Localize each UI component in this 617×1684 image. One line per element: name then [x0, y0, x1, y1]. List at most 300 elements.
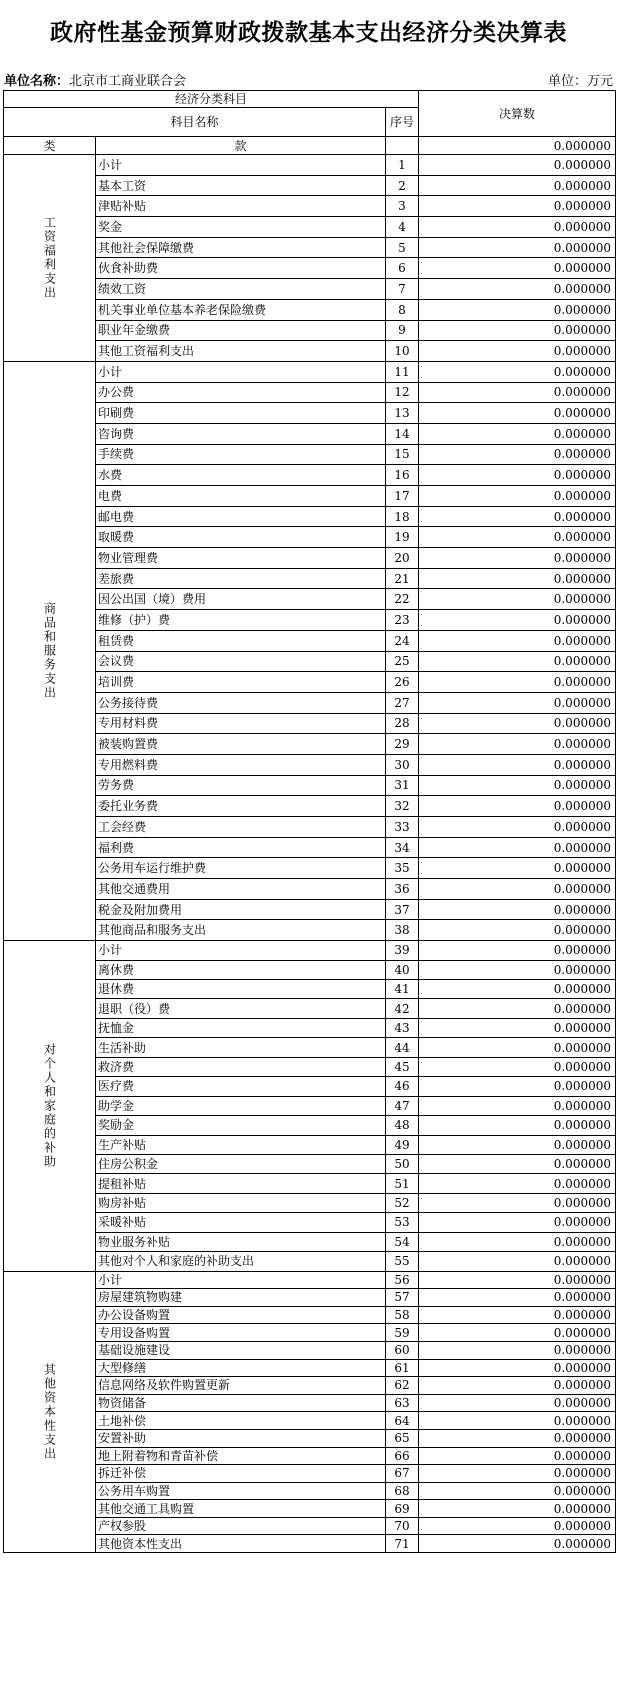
amount-value: 0.000000 — [419, 175, 616, 196]
item-name: 助学金 — [96, 1096, 386, 1115]
item-name: 电费 — [96, 486, 386, 507]
seq-number: 60 — [386, 1341, 419, 1359]
seq-number: 51 — [386, 1174, 419, 1193]
table-row — [4, 1465, 616, 1483]
amount-value: 0.000000 — [419, 196, 616, 217]
seq-number: 68 — [386, 1482, 419, 1500]
item-name: 津贴补贴 — [96, 196, 386, 217]
table-row — [4, 423, 616, 444]
table-row — [4, 734, 616, 755]
table-row — [4, 1289, 616, 1307]
header-group: 经济分类科目 — [4, 91, 419, 108]
header-seq: 序号 — [386, 108, 419, 137]
category-label: 工资福利支出 — [4, 155, 96, 362]
item-name: 邮电费 — [96, 506, 386, 527]
amount-value: 0.000000 — [419, 320, 616, 341]
item-name: 伙食补助费 — [96, 258, 386, 279]
seq-number: 64 — [386, 1412, 419, 1430]
table-row — [4, 361, 616, 382]
table-row — [4, 258, 616, 279]
seq-number: 28 — [386, 713, 419, 734]
seq-number: 52 — [386, 1193, 419, 1212]
table-row — [4, 899, 616, 920]
table-row — [4, 217, 616, 238]
item-name: 公务用车运行维护费 — [96, 858, 386, 879]
item-name: 专用设备购置 — [96, 1324, 386, 1342]
seq-number: 9 — [386, 320, 419, 341]
amount-value: 0.000000 — [419, 1252, 616, 1271]
table-row — [4, 1535, 616, 1553]
item-name: 物资储备 — [96, 1394, 386, 1412]
seq-number: 13 — [386, 403, 419, 424]
item-name: 产权参股 — [96, 1517, 386, 1535]
amount-value: 0.000000 — [419, 980, 616, 999]
amount-value: 0.000000 — [419, 403, 616, 424]
header-subject-name: 科目名称 — [4, 108, 386, 137]
table-row — [4, 486, 616, 507]
item-name: 职业年金缴费 — [96, 320, 386, 341]
amount-value: 0.000000 — [419, 341, 616, 362]
amount-value: 0.000000 — [419, 796, 616, 817]
seq-number: 16 — [386, 465, 419, 486]
amount-value: 0.000000 — [419, 1306, 616, 1324]
table-row — [4, 1500, 616, 1518]
table-row — [4, 999, 616, 1018]
table-row — [4, 299, 616, 320]
seq-number: 8 — [386, 299, 419, 320]
item-name: 房屋建筑物购建 — [96, 1289, 386, 1307]
amount-value: 0.000000 — [419, 837, 616, 858]
item-name: 小计 — [96, 155, 386, 176]
seq-number: 36 — [386, 879, 419, 900]
seq-number: 30 — [386, 754, 419, 775]
amount-value: 0.000000 — [419, 672, 616, 693]
budget-table — [3, 90, 616, 1553]
seq-number: 71 — [386, 1535, 419, 1553]
item-name: 物业服务补贴 — [96, 1232, 386, 1251]
table-row — [4, 1077, 616, 1096]
amount-value: 0.000000 — [419, 1154, 616, 1173]
amount-value: 0.000000 — [419, 651, 616, 672]
seq-number: 23 — [386, 610, 419, 631]
table-row — [4, 610, 616, 631]
seq-number: 46 — [386, 1077, 419, 1096]
table-row — [4, 1306, 616, 1324]
seq-number: 6 — [386, 258, 419, 279]
seq-number: 26 — [386, 672, 419, 693]
amount-value: 0.000000 — [419, 1289, 616, 1307]
seq-number: 43 — [386, 1018, 419, 1037]
seq-number: 7 — [386, 279, 419, 300]
item-name: 生产补贴 — [96, 1135, 386, 1154]
table-row — [4, 941, 616, 960]
seq-number: 54 — [386, 1232, 419, 1251]
table-row — [4, 858, 616, 879]
table-row — [4, 465, 616, 486]
table-row — [4, 1116, 616, 1135]
table-row — [4, 1271, 616, 1289]
item-name: 其他对个人和家庭的补助支出 — [96, 1252, 386, 1271]
table-row — [4, 279, 616, 300]
table-row — [4, 1232, 616, 1251]
seq-number: 21 — [386, 568, 419, 589]
table-row — [4, 382, 616, 403]
seq-number: 40 — [386, 960, 419, 979]
table-row — [4, 1174, 616, 1193]
amount-value: 0.000000 — [419, 1535, 616, 1553]
amount-value: 0.000000 — [419, 506, 616, 527]
item-name: 奖励金 — [96, 1116, 386, 1135]
seq-number: 20 — [386, 548, 419, 569]
item-name: 住房公积金 — [96, 1154, 386, 1173]
amount-value: 0.000000 — [419, 279, 616, 300]
item-name: 采暖补贴 — [96, 1213, 386, 1232]
table-row — [4, 817, 616, 838]
item-name: 抚恤金 — [96, 1018, 386, 1037]
seq-number: 14 — [386, 423, 419, 444]
item-name: 土地补偿 — [96, 1412, 386, 1430]
table-row — [4, 879, 616, 900]
table-row — [4, 403, 616, 424]
amount-value: 0.000000 — [419, 1038, 616, 1057]
seq-number: 63 — [386, 1394, 419, 1412]
amount-value: 0.000000 — [419, 858, 616, 879]
table-row — [4, 1154, 616, 1173]
item-name: 地上附着物和青苗补偿 — [96, 1447, 386, 1465]
amount-value: 0.000000 — [419, 1135, 616, 1154]
table-row — [4, 1429, 616, 1447]
currency-unit: 单位：万元 — [547, 74, 613, 89]
seq-number: 37 — [386, 899, 419, 920]
seq-number: 62 — [386, 1377, 419, 1395]
item-name: 安置补助 — [96, 1429, 386, 1447]
seq-number: 41 — [386, 980, 419, 999]
amount-value: 0.000000 — [419, 1482, 616, 1500]
amount-value: 0.000000 — [419, 1174, 616, 1193]
table-row — [4, 1324, 616, 1342]
amount-value: 0.000000 — [419, 589, 616, 610]
table-row — [4, 1482, 616, 1500]
amount-value: 0.000000 — [419, 734, 616, 755]
amount-value: 0.000000 — [419, 1057, 616, 1076]
item-name: 咨询费 — [96, 423, 386, 444]
table-row — [4, 196, 616, 217]
item-name: 购房补贴 — [96, 1193, 386, 1212]
amount-value: 0.000000 — [419, 1412, 616, 1430]
table-row — [4, 155, 616, 176]
table-row — [4, 796, 616, 817]
item-name: 大型修缮 — [96, 1359, 386, 1377]
item-name: 劳务费 — [96, 775, 386, 796]
seq-number: 38 — [386, 920, 419, 941]
table-row — [4, 837, 616, 858]
table-row — [4, 1412, 616, 1430]
item-name: 基本工资 — [96, 175, 386, 196]
seq-number: 48 — [386, 1116, 419, 1135]
item-name: 维修（护）费 — [96, 610, 386, 631]
seq-number: 50 — [386, 1154, 419, 1173]
table-row — [4, 920, 616, 941]
amount-value: 0.000000 — [419, 999, 616, 1018]
seq-number: 57 — [386, 1289, 419, 1307]
unit-info — [4, 70, 186, 89]
item-name: 差旅费 — [96, 568, 386, 589]
table-row — [4, 589, 616, 610]
item-name: 其他资本性支出 — [96, 1535, 386, 1553]
table-row — [4, 1252, 616, 1271]
amount-value: 0.000000 — [419, 817, 616, 838]
amount-value: 0.000000 — [419, 155, 616, 176]
seq-number: 27 — [386, 692, 419, 713]
table-row — [4, 1447, 616, 1465]
seq-number: 11 — [386, 361, 419, 382]
amount-value: 0.000000 — [419, 444, 616, 465]
seq-number: 58 — [386, 1306, 419, 1324]
amount-value: 0.000000 — [419, 258, 616, 279]
item-name: 福利费 — [96, 837, 386, 858]
item-name: 手续费 — [96, 444, 386, 465]
item-name: 小计 — [96, 941, 386, 960]
amount-value: 0.000000 — [419, 423, 616, 444]
amount-value: 0.000000 — [419, 1077, 616, 1096]
table-row — [4, 1193, 616, 1212]
seq-number: 2 — [386, 175, 419, 196]
amount-value: 0.000000 — [419, 1500, 616, 1518]
amount-value: 0.000000 — [419, 713, 616, 734]
header-item: 款 — [96, 137, 386, 155]
table-row — [4, 1213, 616, 1232]
item-name: 其他商品和服务支出 — [96, 920, 386, 941]
amount-value: 0.000000 — [419, 1394, 616, 1412]
amount-value: 0.000000 — [419, 610, 616, 631]
item-name: 退职（役）费 — [96, 999, 386, 1018]
item-name: 其他工资福利支出 — [96, 341, 386, 362]
table-row — [4, 341, 616, 362]
item-name: 因公出国（境）费用 — [96, 589, 386, 610]
item-name: 培训费 — [96, 672, 386, 693]
seq-number: 69 — [386, 1500, 419, 1518]
item-name: 奖金 — [96, 217, 386, 238]
item-name: 办公设备购置 — [96, 1306, 386, 1324]
table-row — [4, 1517, 616, 1535]
amount-value: 0.000000 — [419, 1213, 616, 1232]
item-name: 被装购置费 — [96, 734, 386, 755]
seq-number: 45 — [386, 1057, 419, 1076]
amount-value: 0.000000 — [419, 217, 616, 238]
item-name: 取暖费 — [96, 527, 386, 548]
amount-value: 0.000000 — [419, 775, 616, 796]
table-row — [4, 444, 616, 465]
seq-number: 25 — [386, 651, 419, 672]
seq-number: 22 — [386, 589, 419, 610]
table-row — [4, 548, 616, 569]
item-name: 基础设施建设 — [96, 1341, 386, 1359]
item-name: 会议费 — [96, 651, 386, 672]
seq-number: 17 — [386, 486, 419, 507]
table-row — [4, 320, 616, 341]
item-name: 退休费 — [96, 980, 386, 999]
amount-value: 0.000000 — [419, 941, 616, 960]
amount-value: 0.000000 — [419, 630, 616, 651]
item-name: 物业管理费 — [96, 548, 386, 569]
table-row — [4, 568, 616, 589]
amount-value: 0.000000 — [419, 960, 616, 979]
seq-number: 53 — [386, 1213, 419, 1232]
item-name: 机关事业单位基本养老保险缴费 — [96, 299, 386, 320]
item-name: 专用材料费 — [96, 713, 386, 734]
seq-number: 32 — [386, 796, 419, 817]
table-row — [4, 980, 616, 999]
table-row — [4, 630, 616, 651]
seq-number: 15 — [386, 444, 419, 465]
amount-value: 0.000000 — [419, 486, 616, 507]
amount-value: 0.000000 — [419, 692, 616, 713]
table-row — [4, 1096, 616, 1115]
item-name: 绩效工资 — [96, 279, 386, 300]
seq-number: 47 — [386, 1096, 419, 1115]
seq-number: 56 — [386, 1271, 419, 1289]
item-name: 其他交通费用 — [96, 879, 386, 900]
amount-value: 0.000000 — [419, 1377, 616, 1395]
item-name: 提租补贴 — [96, 1174, 386, 1193]
item-name: 租赁费 — [96, 630, 386, 651]
item-name: 拆迁补偿 — [96, 1465, 386, 1483]
seq-number: 18 — [386, 506, 419, 527]
amount-value: 0.000000 — [419, 465, 616, 486]
table-row — [4, 527, 616, 548]
table-row — [4, 175, 616, 196]
seq-number: 19 — [386, 527, 419, 548]
category-label: 对个人和家庭的补助 — [4, 941, 96, 1271]
seq-number: 1 — [386, 155, 419, 176]
item-name: 生活补助 — [96, 1038, 386, 1057]
amount-value: 0.000000 — [419, 754, 616, 775]
item-name: 税金及附加费用 — [96, 899, 386, 920]
item-name: 办公费 — [96, 382, 386, 403]
item-name: 其他社会保障缴费 — [96, 237, 386, 258]
item-name: 公务用车购置 — [96, 1482, 386, 1500]
amount-value: 0.000000 — [419, 237, 616, 258]
item-name: 公务接待费 — [96, 692, 386, 713]
amount-value: 0.000000 — [419, 299, 616, 320]
unit-name: 北京市工商业联合会 — [69, 74, 187, 89]
amount-value: 0.000000 — [419, 879, 616, 900]
seq-number: 5 — [386, 237, 419, 258]
amount-value: 0.000000 — [419, 1447, 616, 1465]
seq-number: 70 — [386, 1517, 419, 1535]
amount-value: 0.000000 — [419, 1341, 616, 1359]
amount-value: 0.000000 — [419, 1193, 616, 1212]
amount-value: 0.000000 — [419, 527, 616, 548]
table-row — [4, 1135, 616, 1154]
seq-number: 3 — [386, 196, 419, 217]
amount-value: 0.000000 — [419, 1517, 616, 1535]
item-name: 水费 — [96, 465, 386, 486]
item-name: 小计 — [96, 361, 386, 382]
item-name: 其他交通工具购置 — [96, 1500, 386, 1518]
item-name: 医疗费 — [96, 1077, 386, 1096]
amount-value: 0.000000 — [419, 920, 616, 941]
amount-value: 0.000000 — [419, 1324, 616, 1342]
table-row — [4, 1377, 616, 1395]
seq-number: 49 — [386, 1135, 419, 1154]
item-name: 信息网络及软件购置更新 — [96, 1377, 386, 1395]
seq-number: 55 — [386, 1252, 419, 1271]
seq-number: 67 — [386, 1465, 419, 1483]
category-label: 其他资本性支出 — [4, 1271, 96, 1553]
table-row — [4, 775, 616, 796]
amount-value: 0.000000 — [419, 1359, 616, 1377]
table-row — [4, 1341, 616, 1359]
item-name: 工会经费 — [96, 817, 386, 838]
seq-number: 24 — [386, 630, 419, 651]
seq-number: 39 — [386, 941, 419, 960]
seq-number: 10 — [386, 341, 419, 362]
table-row — [4, 1038, 616, 1057]
amount-value: 0.000000 — [419, 1116, 616, 1135]
table-row — [4, 1057, 616, 1076]
table-row — [4, 1018, 616, 1037]
seq-number: 35 — [386, 858, 419, 879]
seq-number: 61 — [386, 1359, 419, 1377]
table-row — [4, 713, 616, 734]
seq-number: 42 — [386, 999, 419, 1018]
header-seq-blank — [386, 137, 419, 155]
seq-number: 4 — [386, 217, 419, 238]
table-row — [4, 960, 616, 979]
item-name: 专用燃料费 — [96, 754, 386, 775]
item-name: 小计 — [96, 1271, 386, 1289]
amount-value: 0.000000 — [419, 1429, 616, 1447]
table-row — [4, 237, 616, 258]
table-row — [4, 506, 616, 527]
seq-number: 12 — [386, 382, 419, 403]
header-category: 类 — [4, 137, 96, 155]
seq-number: 59 — [386, 1324, 419, 1342]
table-row — [4, 1394, 616, 1412]
table-row — [4, 754, 616, 775]
total-value: 0.000000 — [419, 137, 616, 155]
seq-number: 29 — [386, 734, 419, 755]
item-name: 印刷费 — [96, 403, 386, 424]
amount-value: 0.000000 — [419, 382, 616, 403]
seq-number: 44 — [386, 1038, 419, 1057]
amount-value: 0.000000 — [419, 899, 616, 920]
amount-value: 0.000000 — [419, 548, 616, 569]
table-row — [4, 692, 616, 713]
seq-number: 31 — [386, 775, 419, 796]
amount-value: 0.000000 — [419, 1465, 616, 1483]
item-name: 委托业务费 — [96, 796, 386, 817]
seq-number: 65 — [386, 1429, 419, 1447]
item-name: 救济费 — [96, 1057, 386, 1076]
seq-number: 33 — [386, 817, 419, 838]
table-row — [4, 1359, 616, 1377]
page-title: 政府性基金预算财政拨款基本支出经济分类决算表 — [50, 20, 567, 46]
amount-value: 0.000000 — [419, 1232, 616, 1251]
table-row — [4, 672, 616, 693]
item-name: 离休费 — [96, 960, 386, 979]
table-row — [4, 651, 616, 672]
category-label: 商品和服务支出 — [4, 361, 96, 940]
amount-value: 0.000000 — [419, 1271, 616, 1289]
unit-label: 单位名称： — [4, 74, 70, 89]
amount-value: 0.000000 — [419, 1018, 616, 1037]
amount-value: 0.000000 — [419, 361, 616, 382]
seq-number: 34 — [386, 837, 419, 858]
amount-value: 0.000000 — [419, 568, 616, 589]
header-amount: 决算数 — [419, 91, 616, 137]
